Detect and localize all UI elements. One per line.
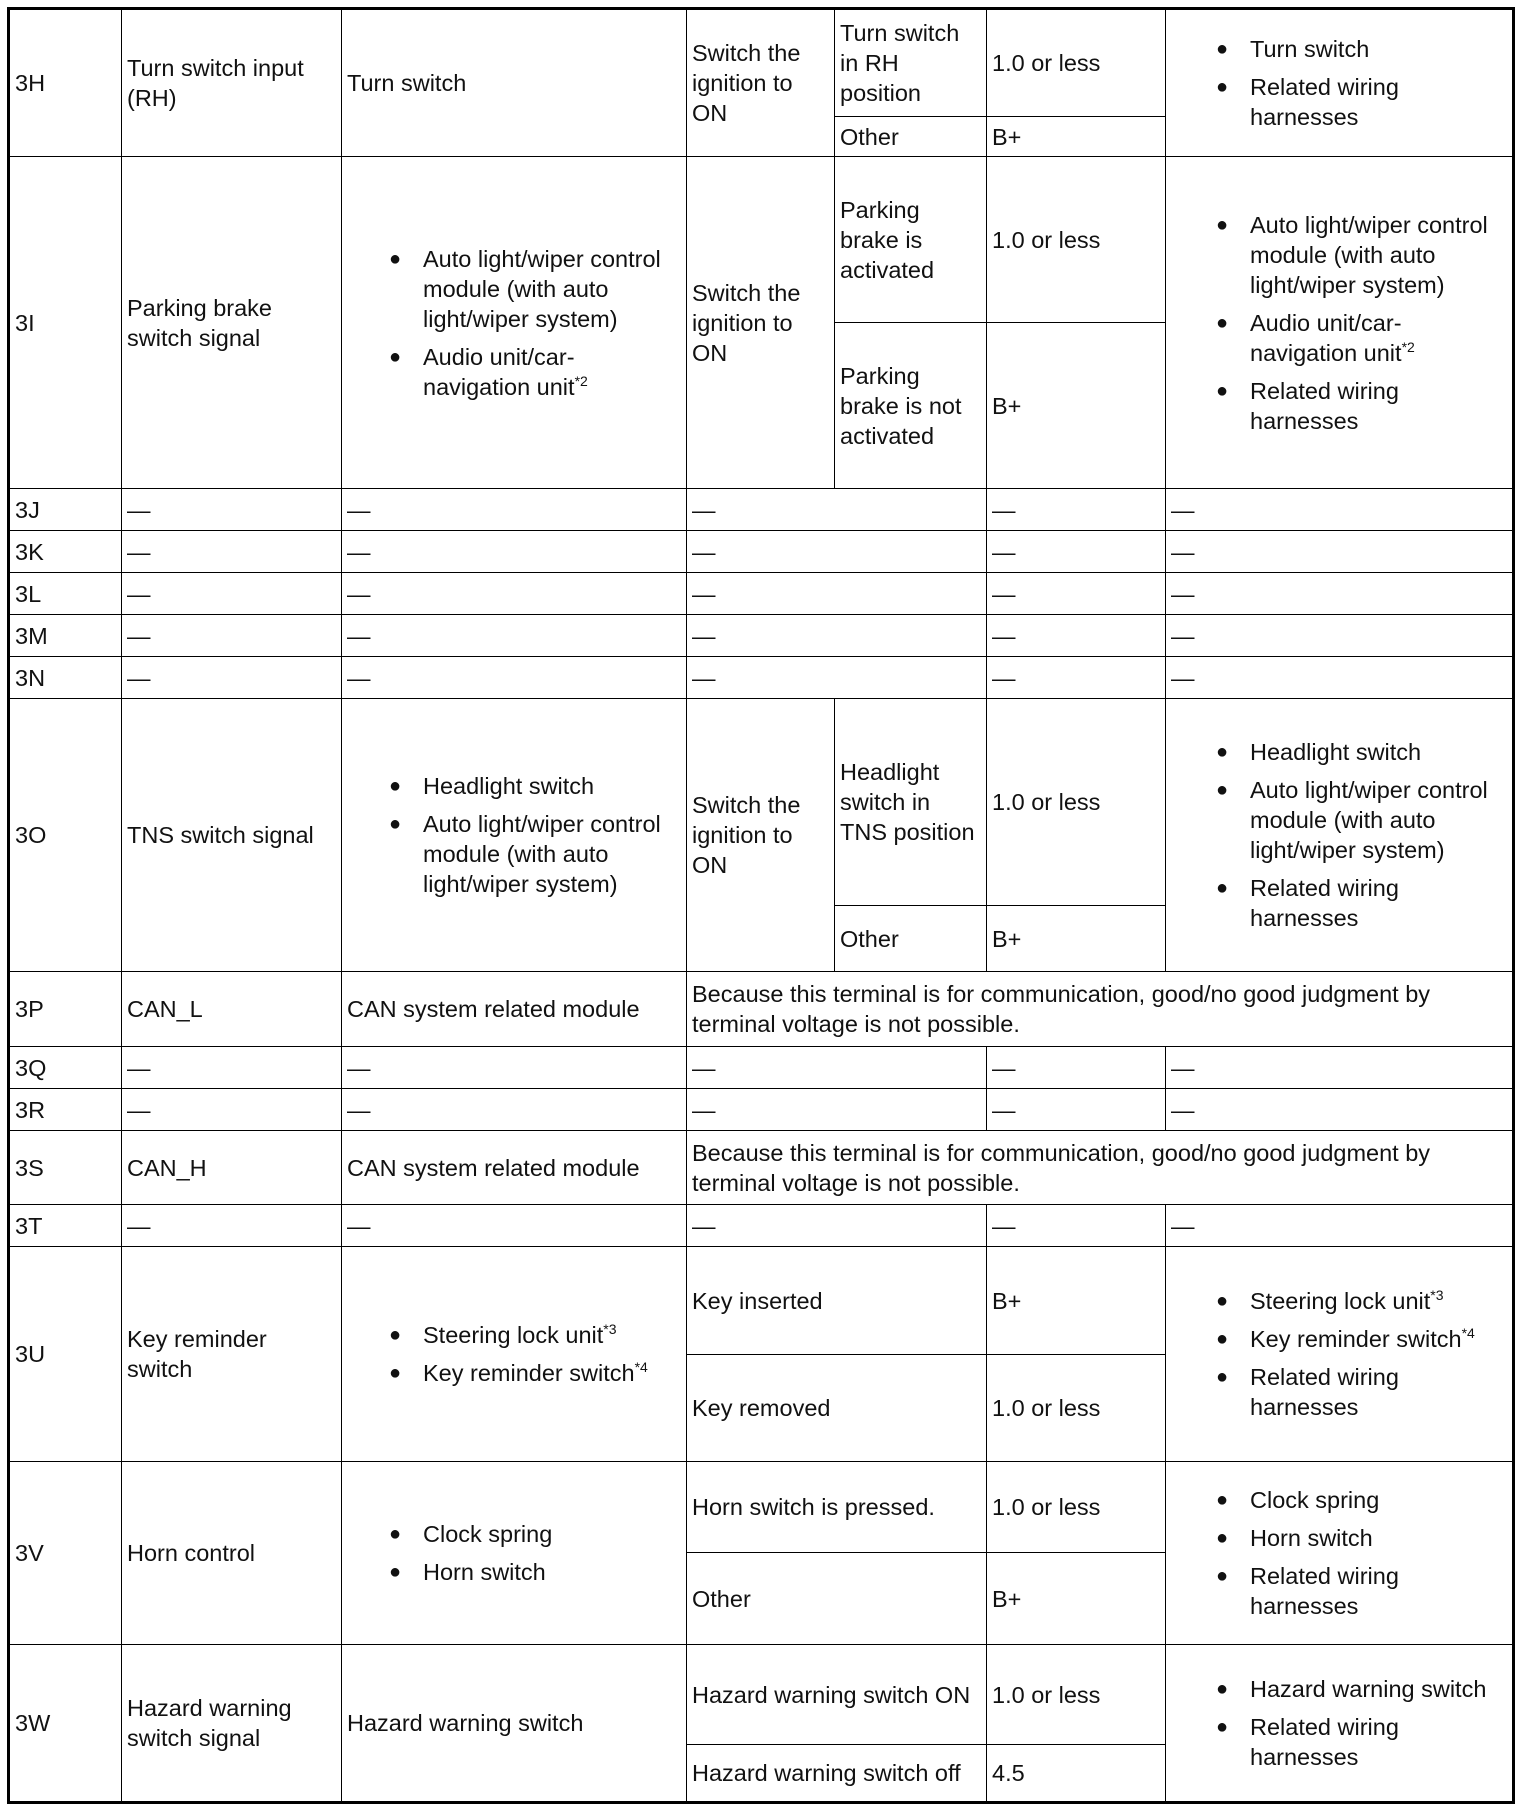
terminal-cell: 3U: [9, 1247, 122, 1462]
connected-to-list: [347, 1519, 681, 1587]
connected-to-cell: [342, 157, 687, 489]
footnote-ref: *2: [1401, 338, 1415, 355]
connected-to-list: [347, 244, 681, 402]
table-row: [9, 9, 1514, 117]
inspection-cell: [1166, 157, 1514, 489]
list-item: ● Turn switch: [1171, 34, 1507, 64]
dash-cell: —: [687, 657, 987, 699]
terminal-cell: 3L: [9, 573, 122, 615]
terminal-cell: 3V: [9, 1462, 122, 1645]
footnote-ref: *3: [1430, 1287, 1444, 1303]
terminal-cell: 3W: [9, 1645, 122, 1803]
state-cell: Other: [835, 117, 987, 157]
state-cell: Key removed: [687, 1355, 987, 1462]
description-cell: TNS switch signal: [122, 699, 342, 972]
table-row: [9, 972, 1514, 1047]
dash-cell: —: [987, 573, 1166, 615]
table-row: [9, 615, 1514, 657]
voltage-cell: B+: [987, 906, 1166, 972]
inspection-cell: [1166, 9, 1514, 157]
inspection-cell: [1166, 1645, 1514, 1803]
connected-to-cell: CAN system related module: [342, 972, 687, 1047]
table-row: [9, 1247, 1514, 1355]
state-cell: Hazard warning switch off: [687, 1745, 987, 1803]
description-cell: Key reminder switch: [122, 1247, 342, 1462]
state-cell: Key inserted: [687, 1247, 987, 1355]
description-cell: CAN_H: [122, 1131, 342, 1205]
note-cell: Because this terminal is for communication, good/no good judgment by terminal voltage is not possible.: [687, 1131, 1514, 1205]
voltage-cell: B+: [987, 323, 1166, 489]
list-item: ● Audio unit/car-navigation unit$^{*2}$: [347, 342, 681, 402]
connected-to-cell: Hazard warning switch: [342, 1645, 687, 1803]
table-row: [9, 1089, 1514, 1131]
dash-cell: —: [987, 615, 1166, 657]
dash-cell: —: [987, 1205, 1166, 1247]
state-cell: Horn switch is pressed.: [687, 1462, 987, 1553]
list-item: ● Steering lock unit$^{*3}$: [1171, 1286, 1507, 1316]
dash-cell: —: [342, 573, 687, 615]
dash-cell: —: [687, 1089, 987, 1131]
voltage-cell: 4.5: [987, 1745, 1166, 1803]
condition-cell: Switch the ignition to ON: [687, 157, 835, 489]
dash-cell: —: [1166, 531, 1514, 573]
list-item: ● Related wiring harnesses: [1171, 376, 1507, 436]
dash-cell: —: [122, 615, 342, 657]
description-cell: Horn control: [122, 1462, 342, 1645]
voltage-cell: 1.0 or less: [987, 9, 1166, 117]
terminal-cell: 3R: [9, 1089, 122, 1131]
list-item: ● Related wiring harnesses: [1171, 1561, 1507, 1621]
note-cell: Because this terminal is for communication, good/no good judgment by terminal voltage is not possible.: [687, 972, 1514, 1047]
table-row: [9, 699, 1514, 906]
table-row: [9, 573, 1514, 615]
terminal-cell: 3S: [9, 1131, 122, 1205]
dash-cell: —: [687, 531, 987, 573]
connected-to-cell: [342, 1247, 687, 1462]
inspection-list: [1171, 737, 1507, 933]
footnote-ref: *4: [634, 1359, 648, 1375]
connected-to-list: [347, 1320, 681, 1388]
dash-cell: —: [122, 1205, 342, 1247]
dash-cell: —: [1166, 1089, 1514, 1131]
terminal-cell: 3T: [9, 1205, 122, 1247]
dash-cell: —: [987, 489, 1166, 531]
list-item: ● Horn switch: [347, 1557, 681, 1587]
dash-cell: —: [342, 531, 687, 573]
table-row: [9, 1047, 1514, 1089]
list-item: ● Auto light/wiper control module (with auto light/wiper system): [1171, 210, 1507, 300]
state-cell: Other: [835, 906, 987, 972]
list-item: ● Related wiring harnesses: [1171, 1362, 1507, 1422]
connected-to-cell: [342, 1462, 687, 1645]
terminal-cell: 3H: [9, 9, 122, 157]
state-cell: Parking brake is not activated: [835, 323, 987, 489]
dash-cell: —: [987, 1089, 1166, 1131]
table-row: [9, 657, 1514, 699]
dash-cell: —: [342, 615, 687, 657]
list-item: ● Auto light/wiper control module (with auto light/wiper system): [1171, 775, 1507, 865]
description-cell: Hazard warning switch signal: [122, 1645, 342, 1803]
list-item: ● Horn switch: [1171, 1523, 1507, 1553]
dash-cell: —: [342, 489, 687, 531]
list-item: ● Hazard warning switch: [1171, 1674, 1507, 1704]
dash-cell: —: [1166, 615, 1514, 657]
list-item: ● Clock spring: [347, 1519, 681, 1549]
list-item: ● Headlight switch: [347, 771, 681, 801]
list-item: ● Headlight switch: [1171, 737, 1507, 767]
list-item: ● Auto light/wiper control module (with auto light/wiper system): [347, 244, 681, 334]
list-item: ● Related wiring harnesses: [1171, 1712, 1507, 1772]
connected-to-cell: CAN system related module: [342, 1131, 687, 1205]
connected-to-list: [347, 771, 681, 899]
dash-cell: —: [342, 657, 687, 699]
voltage-cell: 1.0 or less: [987, 1462, 1166, 1553]
state-cell: Headlight switch in TNS position: [835, 699, 987, 906]
table-row: [9, 1131, 1514, 1205]
state-cell: Hazard warning switch ON: [687, 1645, 987, 1745]
dash-cell: —: [687, 1047, 987, 1089]
inspection-cell: [1166, 1247, 1514, 1462]
list-item: ● Related wiring harnesses: [1171, 72, 1507, 132]
list-item: ● Steering lock unit$^{*3}$: [347, 1320, 681, 1350]
voltage-cell: 1.0 or less: [987, 1645, 1166, 1745]
inspection-list: [1171, 210, 1507, 436]
terminal-cell: 3K: [9, 531, 122, 573]
description-cell: Turn switch input (RH): [122, 9, 342, 157]
footnote-ref: *4: [1461, 1325, 1475, 1341]
table-row: [9, 489, 1514, 531]
terminal-cell: 3O: [9, 699, 122, 972]
dash-cell: —: [122, 531, 342, 573]
dash-cell: —: [987, 531, 1166, 573]
dash-cell: —: [342, 1205, 687, 1247]
dash-cell: —: [1166, 1205, 1514, 1247]
state-cell: Parking brake is activated: [835, 157, 987, 323]
table-row: [9, 157, 1514, 323]
state-cell: Other: [687, 1553, 987, 1645]
connected-to-cell: Turn switch: [342, 9, 687, 157]
dash-cell: —: [987, 657, 1166, 699]
table-row: [9, 1462, 1514, 1553]
inspection-list: [1171, 34, 1507, 132]
terminal-cell: 3J: [9, 489, 122, 531]
dash-cell: —: [122, 1089, 342, 1131]
dash-cell: —: [987, 1047, 1166, 1089]
voltage-cell: 1.0 or less: [987, 699, 1166, 906]
dash-cell: —: [687, 615, 987, 657]
terminal-cell: 3P: [9, 972, 122, 1047]
terminal-voltage-table: [7, 7, 1515, 1804]
connected-to-cell: [342, 699, 687, 972]
dash-cell: —: [1166, 657, 1514, 699]
inspection-list: [1171, 1674, 1507, 1772]
list-item: ● Key reminder switch$^{*4}$: [1171, 1324, 1507, 1354]
list-item: ● Key reminder switch$^{*4}$: [347, 1358, 681, 1388]
description-cell: Parking brake switch signal: [122, 157, 342, 489]
table-row: [9, 1205, 1514, 1247]
terminal-cell: 3Q: [9, 1047, 122, 1089]
voltage-cell: B+: [987, 117, 1166, 157]
dash-cell: —: [1166, 573, 1514, 615]
dash-cell: —: [122, 1047, 342, 1089]
list-item: ● Related wiring harnesses: [1171, 873, 1507, 933]
terminal-cell: 3N: [9, 657, 122, 699]
voltage-cell: B+: [987, 1553, 1166, 1645]
terminal-cell: 3I: [9, 157, 122, 489]
dash-cell: —: [1166, 1047, 1514, 1089]
voltage-cell: 1.0 or less: [987, 1355, 1166, 1462]
condition-cell: Switch the ignition to ON: [687, 699, 835, 972]
inspection-cell: [1166, 699, 1514, 972]
terminal-cell: 3M: [9, 615, 122, 657]
dash-cell: —: [687, 1205, 987, 1247]
list-item: ● Clock spring: [1171, 1485, 1507, 1515]
condition-cell: Switch the ignition to ON: [687, 9, 835, 157]
state-cell: Turn switch in RH position: [835, 9, 987, 117]
list-item: ● Audio unit/car-navigation unit$^{*2}$: [1171, 308, 1507, 368]
inspection-cell: [1166, 1462, 1514, 1645]
inspection-list: [1171, 1286, 1507, 1422]
dash-cell: —: [342, 1047, 687, 1089]
dash-cell: —: [687, 573, 987, 615]
description-cell: CAN_L: [122, 972, 342, 1047]
table-row: [9, 531, 1514, 573]
list-item: ● Auto light/wiper control module (with auto light/wiper system): [347, 809, 681, 899]
voltage-cell: 1.0 or less: [987, 157, 1166, 323]
footnote-ref: *3: [603, 1321, 617, 1337]
dash-cell: —: [342, 1089, 687, 1131]
dash-cell: —: [1166, 489, 1514, 531]
dash-cell: —: [687, 489, 987, 531]
dash-cell: —: [122, 489, 342, 531]
footnote-ref: *2: [574, 372, 588, 389]
voltage-cell: B+: [987, 1247, 1166, 1355]
table-row: [9, 1645, 1514, 1745]
dash-cell: —: [122, 573, 342, 615]
inspection-list: [1171, 1485, 1507, 1621]
dash-cell: —: [122, 657, 342, 699]
